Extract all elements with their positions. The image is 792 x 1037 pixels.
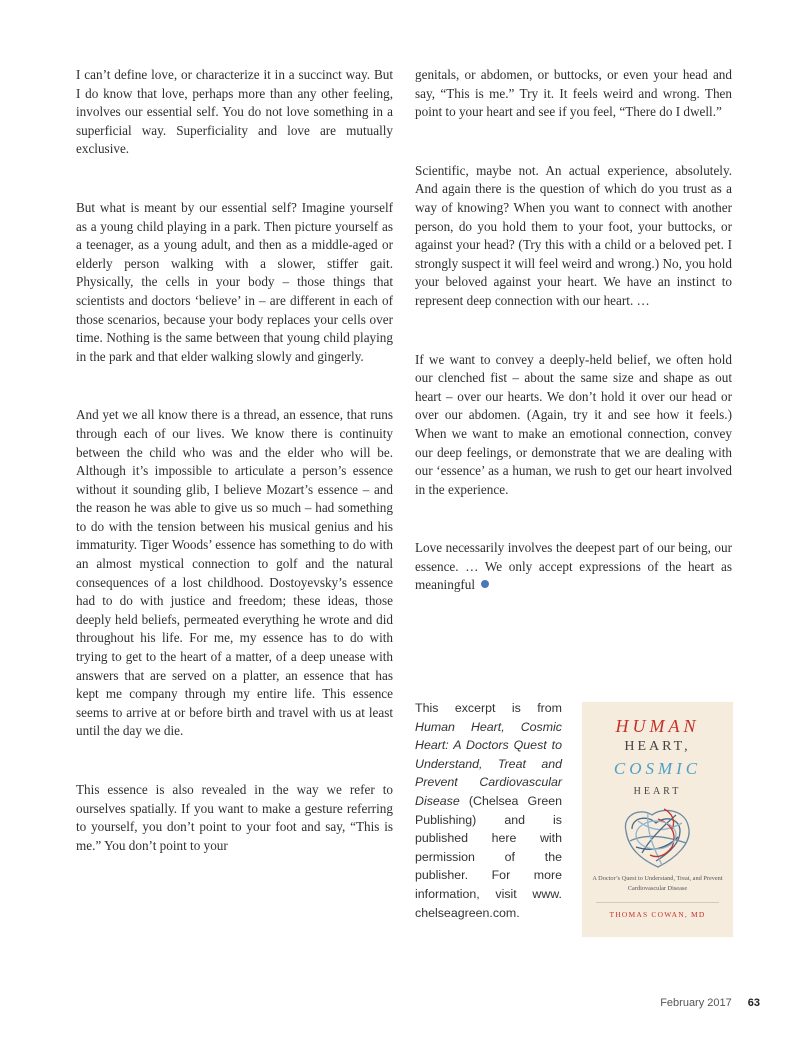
page-number: 63 <box>747 997 760 1009</box>
issue-date: February 2017 <box>660 997 732 1009</box>
excerpt-intro: This excerpt is from <box>415 701 562 715</box>
body-paragraph: genitals, or abdomen, or buttocks, or even your head and say, “This is me.” Try it. It feels weird and wrong. Then point to your heart and see if you feel, “There do I dwell.” <box>415 67 732 120</box>
excerpt-note <box>415 699 562 922</box>
book-title-heart-2: HEART <box>633 786 682 797</box>
book-cover <box>582 702 733 937</box>
book-title-heart: HEART, <box>624 739 691 754</box>
closing-paragraph <box>415 539 732 595</box>
body-paragraph: If we want to convey a deeply-held belief, we often hold our clenched fist – about the same size and shape as out heart – over our hearts. We don’t hold it over our head or over our abdomen. (Again, try it and see how it feels.) When we want to make an emotional connection, convey our deep feelings, or demonstrate that we are dealing with our ‘essence’ as a human, we rush to get our heart involved in the experience. <box>415 351 732 497</box>
book-subtitle: A Doctor’s Quest to Understand, Treat, and Prevent Cardiovascular Disease <box>592 875 723 892</box>
body-paragraph: This essence is also revealed in the way we refer to ourselves spatially. If you want to make a gesture referring to yourself, you don’t point to your foot and say, “This is me.” You don’t point to your <box>76 782 393 853</box>
body-paragraph: And yet we all know there is a thread, an essence, that runs through each of our lives. We know there is continuity between the child who was and the elder who will be. Although it’s impossible to articulate a person’s essence without it sounding glib, I believe Mozart’s essence – and the reason he was able to give us so much – had something to do with the tension between his musical genius and his immaturity. Tiger Woods’ essence has something to do with an almost mystical connection to golf and the natural consequences of a lost childhood. Dostoyevsky’s essence had to do with justice and freedom; these ideas, those deeply held beliefs, permeated everything he wrote and did throughout his life. For me, my essence has to do with trying to get to the heart of a matter, of a deep unease with answers that are served on a platter, an essence that has kept me company through my entire life. This essence seems to arrive at or before birth and travel with us at least until the day we die. <box>76 407 393 739</box>
page-footer <box>660 997 760 1009</box>
book-author: THOMAS COWAN, MD <box>609 910 706 919</box>
excerpt-book-title: Human Heart, Cosmic Heart: A Doctors Quest to Understand, Treat and Prevent Cardiovascular Disease <box>415 719 562 808</box>
body-paragraph: But what is meant by our essential self? Imagine yourself as a young child playing in a park. Then picture yourself as a teenager, as a young adult, and then as a middle-aged or elderly person walking with a slower, stiffer gait. Physically, the cells in your body – those things that scientists and doctors ‘believe’ in – are different in each of those scenarios, because your body replaces your cells over time. Nothing is the same between that young child playing in the park and that elder walking slowly and gingerly. <box>76 199 393 364</box>
left-column <box>76 66 393 855</box>
closing-text: Love necessarily involves the deepest part of our being, our essence. … We only accept expressions of the heart as meaningful <box>415 540 732 593</box>
heart-illustration-icon <box>618 803 698 871</box>
right-column <box>415 66 732 595</box>
excerpt-outro: (Chelsea Green Publishing) and is published here with permission of the publisher. For more information, visit www. chelseagreen.com. <box>415 793 562 920</box>
book-divider <box>596 902 719 903</box>
body-paragraph: Scientific, maybe not. An actual experience, absolutely. And again there is the question of which do you trust as a way of knowing? When you want to connect with another person, do you hold them to your foot, your buttocks, or against your head? (Try this with a child or a beloved pet. I strongly suspect it will feel weird and wrong.) No, you hold your beloved against your heart. We have an instinct to represent deep connection with our heart. … <box>415 162 732 308</box>
book-title-cosmic: COSMIC <box>613 759 702 778</box>
body-paragraph: I can’t define love, or characterize it in a succinct way. But I do know that love, perhaps more than any other feeling, involves our essential self. You do not love something in a superficial way. Superficiality and love are mutually exclusive. <box>76 67 393 157</box>
book-title-human: HUMAN <box>615 716 700 736</box>
end-mark-dot-icon <box>481 580 489 588</box>
